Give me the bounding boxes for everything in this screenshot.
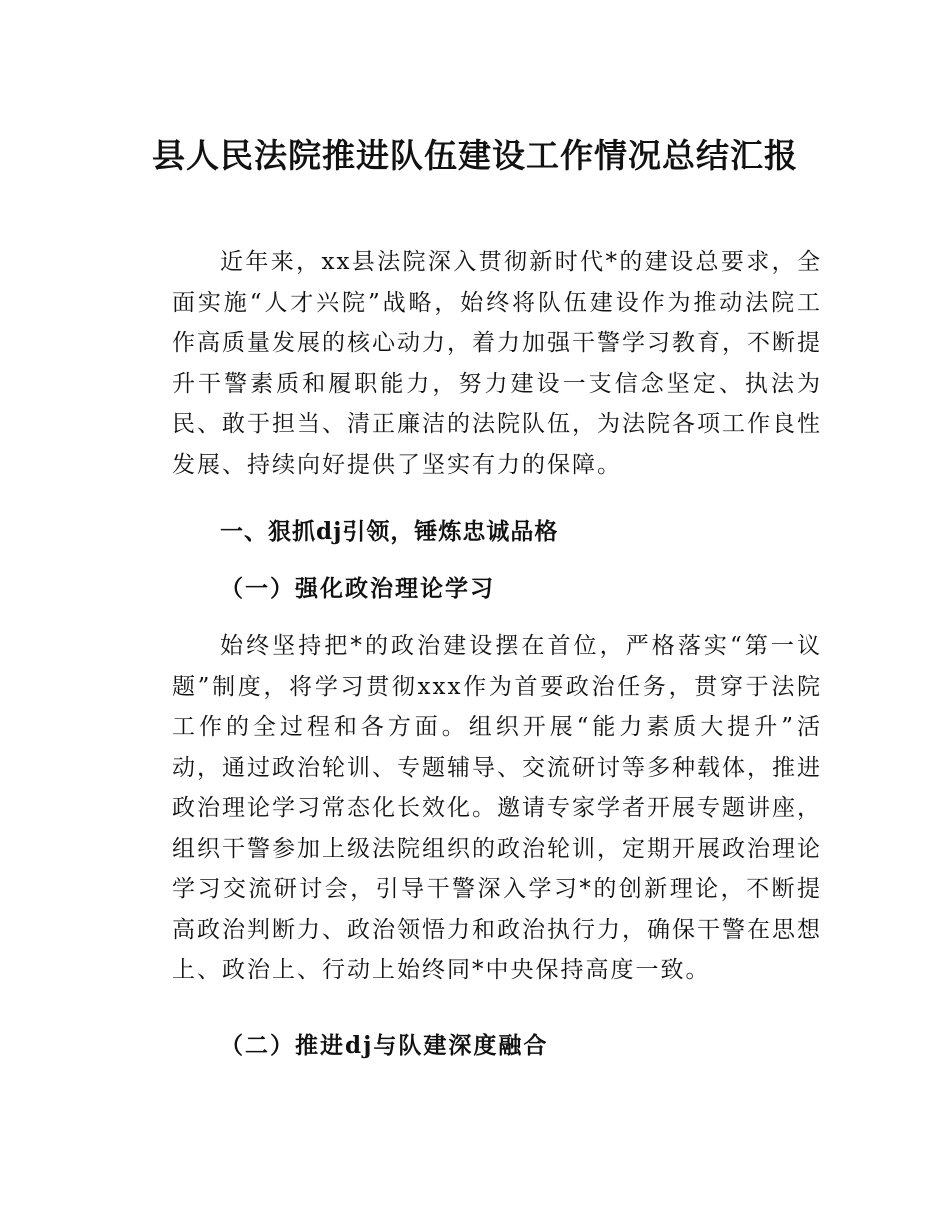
section-1-heading: 一、狠抓dj引领，锤炼忠诚品格 [220, 518, 559, 545]
document-title: 县人民法院推进队伍建设工作情况总结汇报 [152, 136, 798, 176]
subsection-1-heading: （一）强化政治理论学习 [220, 575, 495, 602]
intro-paragraph: 近年来，xx县法院深入贯彻新时代*的建设总要求，全面实施“人才兴院”战略，始终将队伍建设作为推动法院工作高质量发展的核心动力，着力加强干警学习教育，不断提升干警素质和履职能力，努力建设一支信念坚定、执法为民、敢于担当、清正廉洁的法院队伍，为法院各项工作良性发展、持续向好提供了坚实有力的保障。 [172, 249, 822, 478]
subsection-2-heading: （二）推进dj与队建深度融合 [220, 1032, 549, 1059]
subsection-1-body: 始终坚持把*的政治建设摆在首位，严格落实“第一议题”制度，将学习贯彻xxx作为首要政治任务，贯穿于法院工作的全过程和各方面。组织开展“能力素质大提升”活动，通过政治轮训、专题辅导、交流研讨等多种载体，推进政治理论学习常态化长效化。邀请专家学者开展专题讲座，组织干警参加上级法院组织的政治轮训，定期开展政治理论学习交流研讨会，引导干警深入学习*的创新理论，不断提高政治判断力、政治领悟力和政治执行力，确保干警在思想上、政治上、行动上始终同*中央保持高度一致。 [172, 633, 822, 983]
